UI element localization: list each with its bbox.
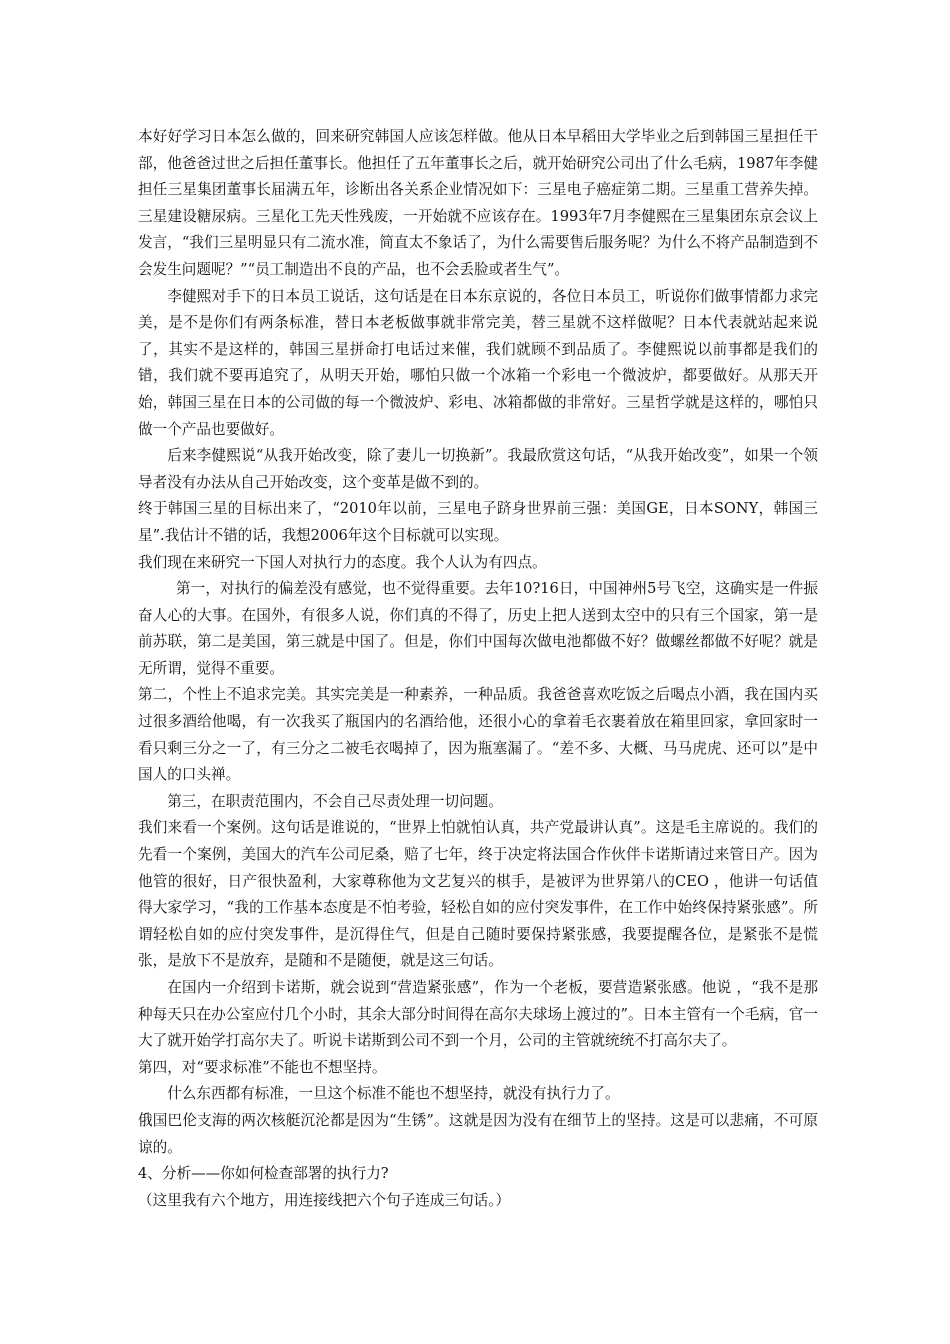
paragraph: 本好好学习日本怎么做的，回来研究韩国人应该怎样做。他从日本早稻田大学毕业之后到韩国三星担任干部，他爸爸过世之后担任董事长。他担任了五年董事长之后，就开始研究公司出了什么毛病，1987年李健担任三星集团董事长届满五年，诊断出各关系企业情况如下：三星电子癌症第二期。三星重工营养失掉。三星建设糖尿病。三星化工先天性残废，一开始就不应该存在。1993年7月李健熙在三星集团东京会议上发言，“我们三星明显只有二流水准，简直太不象话了，为什么需要售后服务呢？为什么不将产品制造到不会发生问题呢？”“员工制造出不良的产品，也不会丢脸或者生气”。 (138, 128, 818, 278)
paragraph: 什么东西都有标准，一旦这个标准不能也不想坚持，就没有执行力了。 (167, 1085, 620, 1103)
paragraph: （这里我有六个地方，用连接线把六个句子连成三句话。） (138, 1191, 511, 1209)
document-body (138, 124, 818, 1214)
paragraph: 终于韩国三星的目标出来了，“2010年以前，三星电子跻身世界前三强：美国GE，日本SONY，韩国三星”.我估计不错的话，我想2006年这个目标就可以实现。 (138, 500, 818, 544)
paragraph: 第四，对“要求标准”不能也不想坚持。 (138, 1058, 387, 1076)
paragraph: 我们来看一个案例。这句话是谁说的，“世界上怕就怕认真，共产党最讲认真”。这是毛主席说的。我们的先看一个案例，美国大的汽车公司尼桑，赔了七年，终于决定将法国合作伙伴卡诺斯请过来管日产。因为他管的很好，日产很快盈利，大家尊称他为文艺复兴的棋手，是被评为世界第八的CEO ，他讲一句话值得大家学习，“我的工作基本态度是不怕考验，轻松自如的应付突发事件，在工作中始终保持紧张感”。所谓轻松自如的应付突发事件，是沉得住气，但是自己随时要保持紧张感，我要提醒各位，是紧张不是慌张，是放下不是放弃，是随和不是随便，就是这三句话。 (138, 819, 818, 970)
paragraph: 后来李健熙说“从我开始改变，除了妻儿一切换新”。我最欣赏这句话，“从我开始改变”，如果一个领导者没有办法从自己开始改变，这个变革是做不到的。 (138, 447, 818, 491)
section-heading: 4、分析——你如何检查部署的执行力? (138, 1165, 389, 1183)
paragraph: 第二，个性上不追求完美。其实完美是一种素养，一种品质。我爸爸喜欢吃饭之后喝点小酒，我在国内买过很多酒给他喝，有一次我买了瓶国内的名酒给他，还很小心的拿着毛衣裹着放在箱里回家，拿回家时一看只剩三分之一了，有三分之二被毛衣喝掉了，因为瓶塞漏了。“差不多、大概、马马虎虎、还可以”是中国人的口头禅。 (138, 686, 818, 784)
paragraph: 第三，在职责范围内，不会自己尽责处理一切问题。 (167, 792, 503, 810)
paragraph: 李健熙对手下的日本员工说话，这句话是在日本东京说的，各位日本员工，听说你们做事情都力求完美，是不是你们有两条标准，替日本老板做事就非常完美，替三星就不这样做呢？日本代表就站起来说了，其实不是这样的，韩国三星拼命打电话过来催，我们就顾不到品质了。李健熙说以前事都是我们的错，我们就不要再追究了，从明天开始，哪怕只做一个冰箱一个彩电一个微波炉，都要做好。从那天开始，韩国三星在日本的公司做的每一个微波炉、彩电、冰箱都做的非常好。三星哲学就是这样的，哪怕只做一个产品也要做好。 (138, 287, 818, 438)
paragraph: 第一，对执行的偏差没有感觉，也不觉得重要。去年10?16日，中国神州5号飞空，这确实是一件振奋人心的大事。在国外，有很多人说，你们真的不得了，历史上把人送到太空中的只有三个国家，第一是前苏联，第二是美国，第三就是中国了。但是，你们中国每次做电池都做不好？做螺丝都做不好呢？就是无所谓，觉得不重要。 (138, 580, 818, 677)
paragraph: 俄国巴伦支海的两次核艇沉沦都是因为“生锈”。这就是因为没有在细节上的坚持。这是可以悲痛，不可原谅的。 (138, 1111, 818, 1156)
paragraph: 我们现在来研究一下国人对执行力的态度。我个人认为有四点。 (138, 553, 547, 571)
paragraph: 在国内一介绍到卡诺斯，就会说到“营造紧张感”，作为一个老板，要营造紧张感。他说 ，“我不是那种每天只在办公室应付几个小时，其余大部分时间得在高尔夫球场上渡过的”。日本主管有一个毛病，官一大了就开始学打高尔夫了。听说卡诺斯到公司不到一个月，公司的主管就统统不打高尔夫了。 (138, 979, 818, 1050)
